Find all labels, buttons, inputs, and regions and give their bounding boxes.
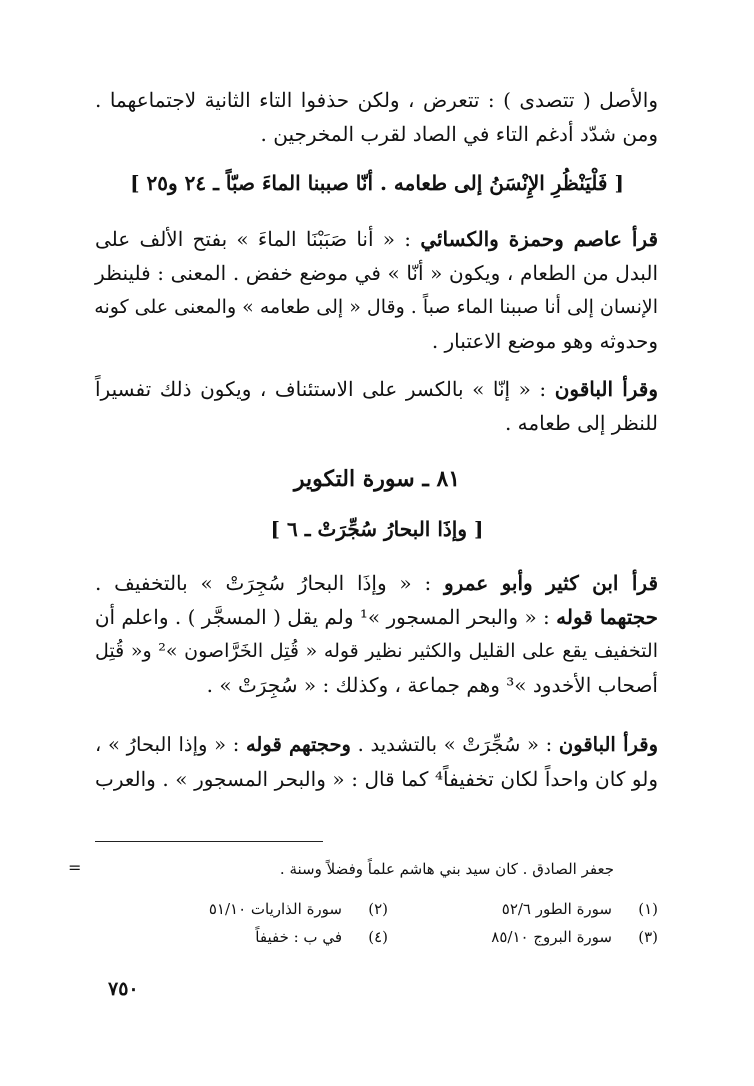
paragraph-2-line-1-text: : « أنا صَبَبْنَا الماءَ » بفتح الألف على [95, 227, 412, 251]
paragraph-5-line-1-mid: : « سُجِّرَتْ » بالتشديد . [357, 733, 553, 756]
paragraph-5-line-1-text: : « وإذا البحارُ » ، [95, 733, 240, 756]
ibn-kathir-lead: قرأ ابن كثير وأبو عمرو [444, 571, 659, 595]
paragraph-5-line-1 [95, 728, 658, 762]
paragraph-3-line-2: للنظر إلى طعامه . [504, 411, 658, 435]
verse-heading-24-25: [ فَلْيَنْظُرِ الإِنْسَنُ إلى طعامه . أنّا صببنا الماءَ صبّاً ـ ٢٤ و٢٥ ] [130, 171, 624, 195]
paragraph-2-line-4: وحدوثه وهو موضع الاعتبار . [431, 329, 658, 353]
paragraph-2-line-1 [95, 222, 658, 256]
footnote-2-text: سورة الذاريات ٥١/١٠ [208, 900, 342, 918]
surah-title: ٨١ ـ سورة التكوير [293, 466, 461, 492]
footnote-2-number: (٢) [368, 900, 388, 918]
footnote-continuation-mark: = [68, 858, 82, 877]
footnote-3-number: (٣) [638, 928, 658, 946]
paragraph-3-line-1 [95, 372, 658, 406]
footnote-4-text: في ب : خفيفاً [255, 928, 342, 946]
verse-heading-6: [ وإذَا البحارُ سُجِّرَتْ ـ ٦ ] [270, 517, 484, 541]
paragraph-2-line-2: البدل من الطعام ، ويكون « أنّا » في موضع خفض . المعنى : فلينظر [95, 261, 658, 285]
their-argument-lead-2: وحجتهم قوله [245, 733, 351, 756]
others-lead: وقرأ الباقون [554, 377, 659, 401]
paragraph-3-line-1-text: : « إنّا » بالكسر على الاستئناف ، ويكون ذلك تفسيراً [95, 377, 547, 401]
footnote-3-text: سورة البروج ٨٥/١٠ [491, 928, 612, 946]
footnote-4-number: (٤) [368, 928, 388, 946]
footnote-rule [95, 841, 323, 842]
paragraph-1-line-2: ومن شدّد أدغم التاء في الصاد لقرب المخرجين . [260, 122, 658, 146]
footnote-1-text: سورة الطور ٥٢/٦ [501, 900, 612, 918]
paragraph-1-line-1: والأصل ( تتصدى ) : تتعرض ، ولكن حذفوا التاء الثانية لاجتماعهما . [95, 88, 658, 112]
paragraph-4-line-3: التخفيف يقع على القليل والكثير نظير قوله « قُتِل الخَرَّاصون »² و« قُتِل [95, 640, 658, 662]
paragraph-4-line-4: أصحاب الأخدود »³ وهم جماعة ، وكذلك : « سُجِرَتْ » . [206, 673, 658, 697]
paragraph-5-line-2: ولو كان واحداً لكان تخفيفاً⁴ كما قال : « والبحر المسجور » . والعرب [95, 767, 658, 791]
reciters-lead: قرأ عاصم وحمزة والكسائي [420, 227, 659, 251]
paragraph-4-line-2 [95, 600, 658, 634]
footnote-1-number: (١) [638, 900, 658, 918]
footnote-continuation-text: جعفر الصادق . كان سيد بني هاشم علماً وفضلاً وسنة . [279, 860, 614, 878]
paragraph-4-line-1 [95, 566, 658, 600]
paragraph-2-line-3: الإنسان إلى أنا صببنا الماء صباً . وقال « إلى طعامه » والمعنى على كونه [94, 296, 658, 318]
page-number: ٧٥٠ [108, 978, 139, 1000]
paragraph-4-line-1-text: : « وإذَا البحارُ سُجِرَتْ » بالتخفيف . [95, 571, 432, 595]
others-lead-2: وقرأ الباقون [558, 733, 659, 756]
paragraph-4-line-2-text: : « والبحر المسجور »¹ ولم يقل ( المسجَّر ) . واعلم أن [94, 605, 550, 629]
their-argument-lead: حجتهما قوله [556, 605, 658, 629]
